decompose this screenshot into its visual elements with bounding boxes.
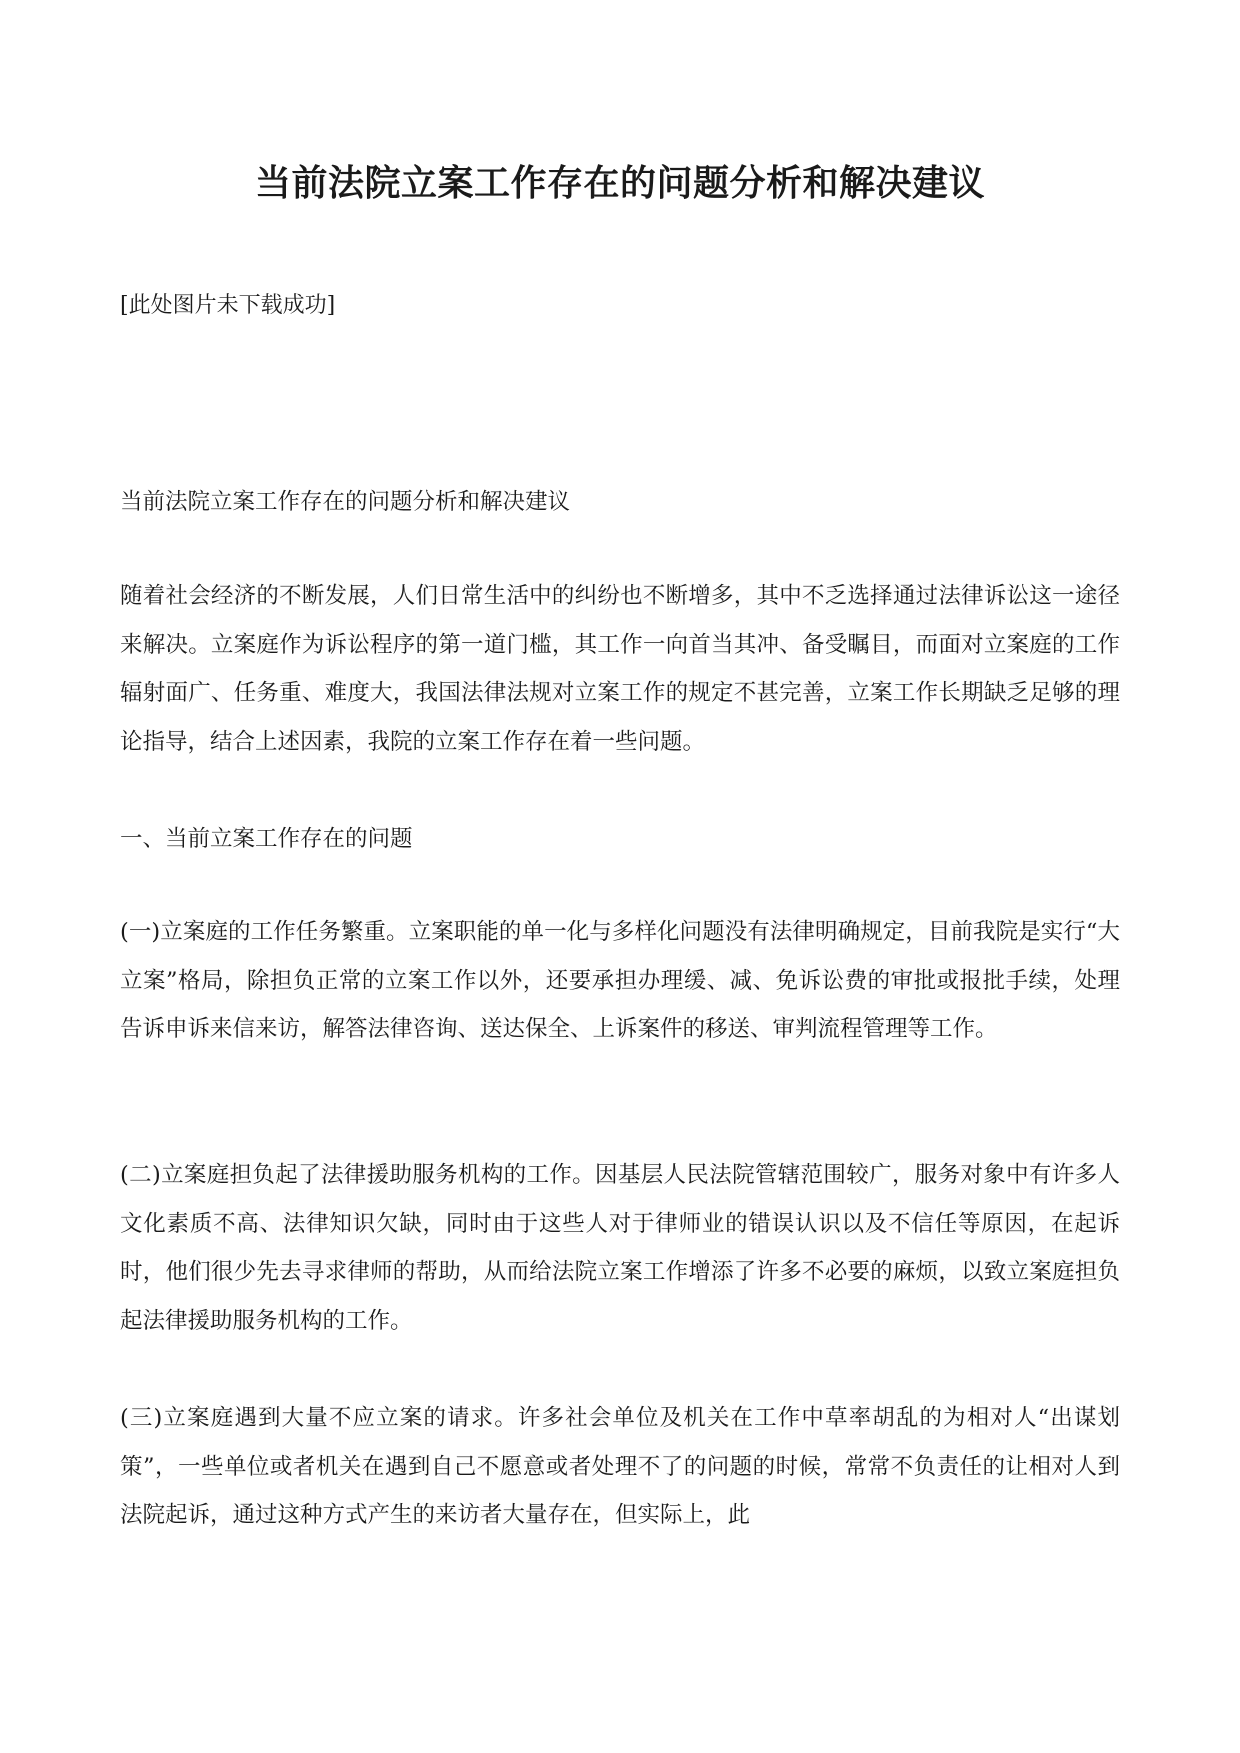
problem-item-1: (一)立案庭的工作任务繁重。立案职能的单一化与多样化问题没有法律明确规定，目前我院是实行“大立案”格局，除担负正常的立案工作以外，还要承担办理缓、减、免诉讼费的审批或报批手续，处理告诉申诉来信来访，解答法律咨询、送达保全、上诉案件的移送、审判流程管理等工作。	[120, 919, 1120, 1042]
document-subtitle: 当前法院立案工作存在的问题分析和解决建议	[120, 489, 571, 515]
image-placeholder-text: [此处图片未下载成功]	[120, 293, 336, 318]
problem-item-3: (三)立案庭遇到大量不应立案的请求。许多社会单位及机关在工作中草率胡乱的为相对人“出谋划策”，一些单位或者机关在遇到自己不愿意或者处理不了的问题的时候，常常不负责任的让相对人到法院起诉，通过这种方式产生的来访者大量存在，但实际上，此	[120, 1405, 1120, 1528]
intro-paragraph: 随着社会经济的不断发展，人们日常生活中的纠纷也不断增多，其中不乏选择通过法律诉讼这一途径来解决。立案庭作为诉讼程序的第一道门槛，其工作一向首当其冲、备受瞩目，而面对立案庭的工作辐射面广、任务重、难度大，我国法律法规对立案工作的规定不甚完善，立案工作长期缺乏足够的理论指导，结合上述因素，我院的立案工作存在着一些问题。	[120, 583, 1120, 755]
section-heading-problems: 一、当前立案工作存在的问题	[120, 826, 413, 852]
document-title: 当前法院立案工作存在的问题分析和解决建议	[254, 162, 985, 204]
problem-item-2: (二)立案庭担负起了法律援助服务机构的工作。因基层人民法院管辖范围较广，服务对象中有许多人文化素质不高、法律知识欠缺，同时由于这些人对于律师业的错误认识以及不信任等原因，在起诉时，他们很少先去寻求律师的帮助，从而给法院立案工作增添了许多不必要的麻烦，以致立案庭担负起法律援助服务机构的工作。	[120, 1162, 1120, 1334]
